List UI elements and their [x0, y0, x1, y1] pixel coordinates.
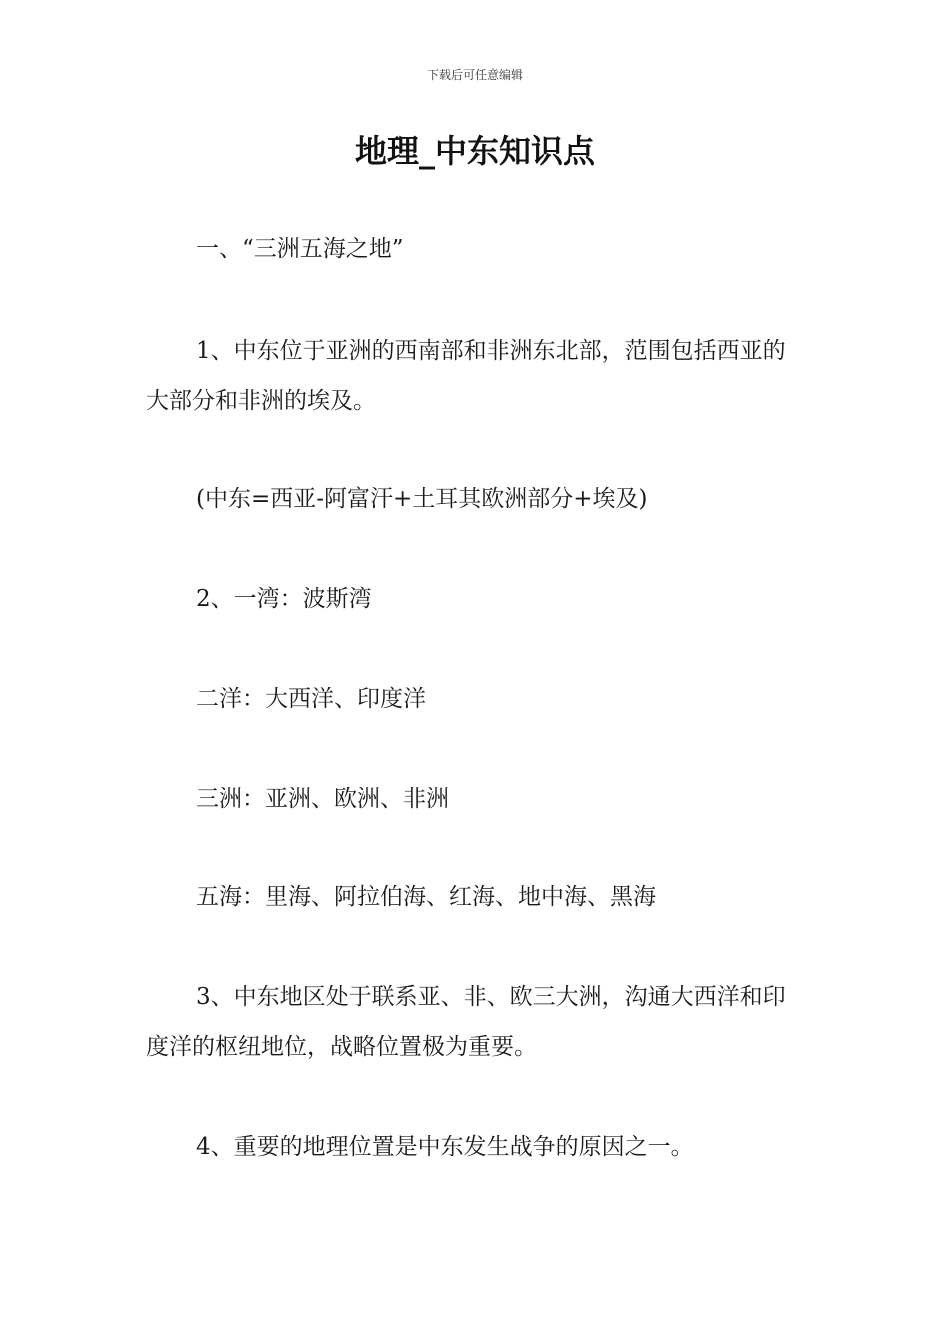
paragraph-item-2: 2、一湾：波斯湾: [196, 586, 372, 612]
paragraph-item-1: 1、中东位于亚洲的西南部和非洲东北部，范围包括西亚的大部分和非洲的埃及。: [146, 338, 786, 414]
paragraph-oceans: 二洋：大西洋、印度洋: [196, 686, 426, 712]
document-title: 地理_中东知识点: [354, 132, 595, 170]
paragraph-continents: 三洲：亚洲、欧洲、非洲: [196, 786, 449, 812]
section-heading: 一、“三洲五海之地”: [196, 236, 404, 262]
header-note: 下载后可任意编辑: [426, 68, 523, 82]
paragraph-item-3: 3、中东地区处于联系亚、非、欧三大洲，沟通大西洋和印度洋的枢纽地位，战略位置极为重要。: [146, 984, 786, 1060]
paragraph-note: (中东=西亚-阿富汗+土耳其欧洲部分+埃及): [196, 486, 648, 512]
paragraph-seas: 五海：里海、阿拉伯海、红海、地中海、黑海: [196, 884, 656, 910]
paragraph-item-4: 4、重要的地理位置是中东发生战争的原因之一。: [196, 1134, 694, 1160]
